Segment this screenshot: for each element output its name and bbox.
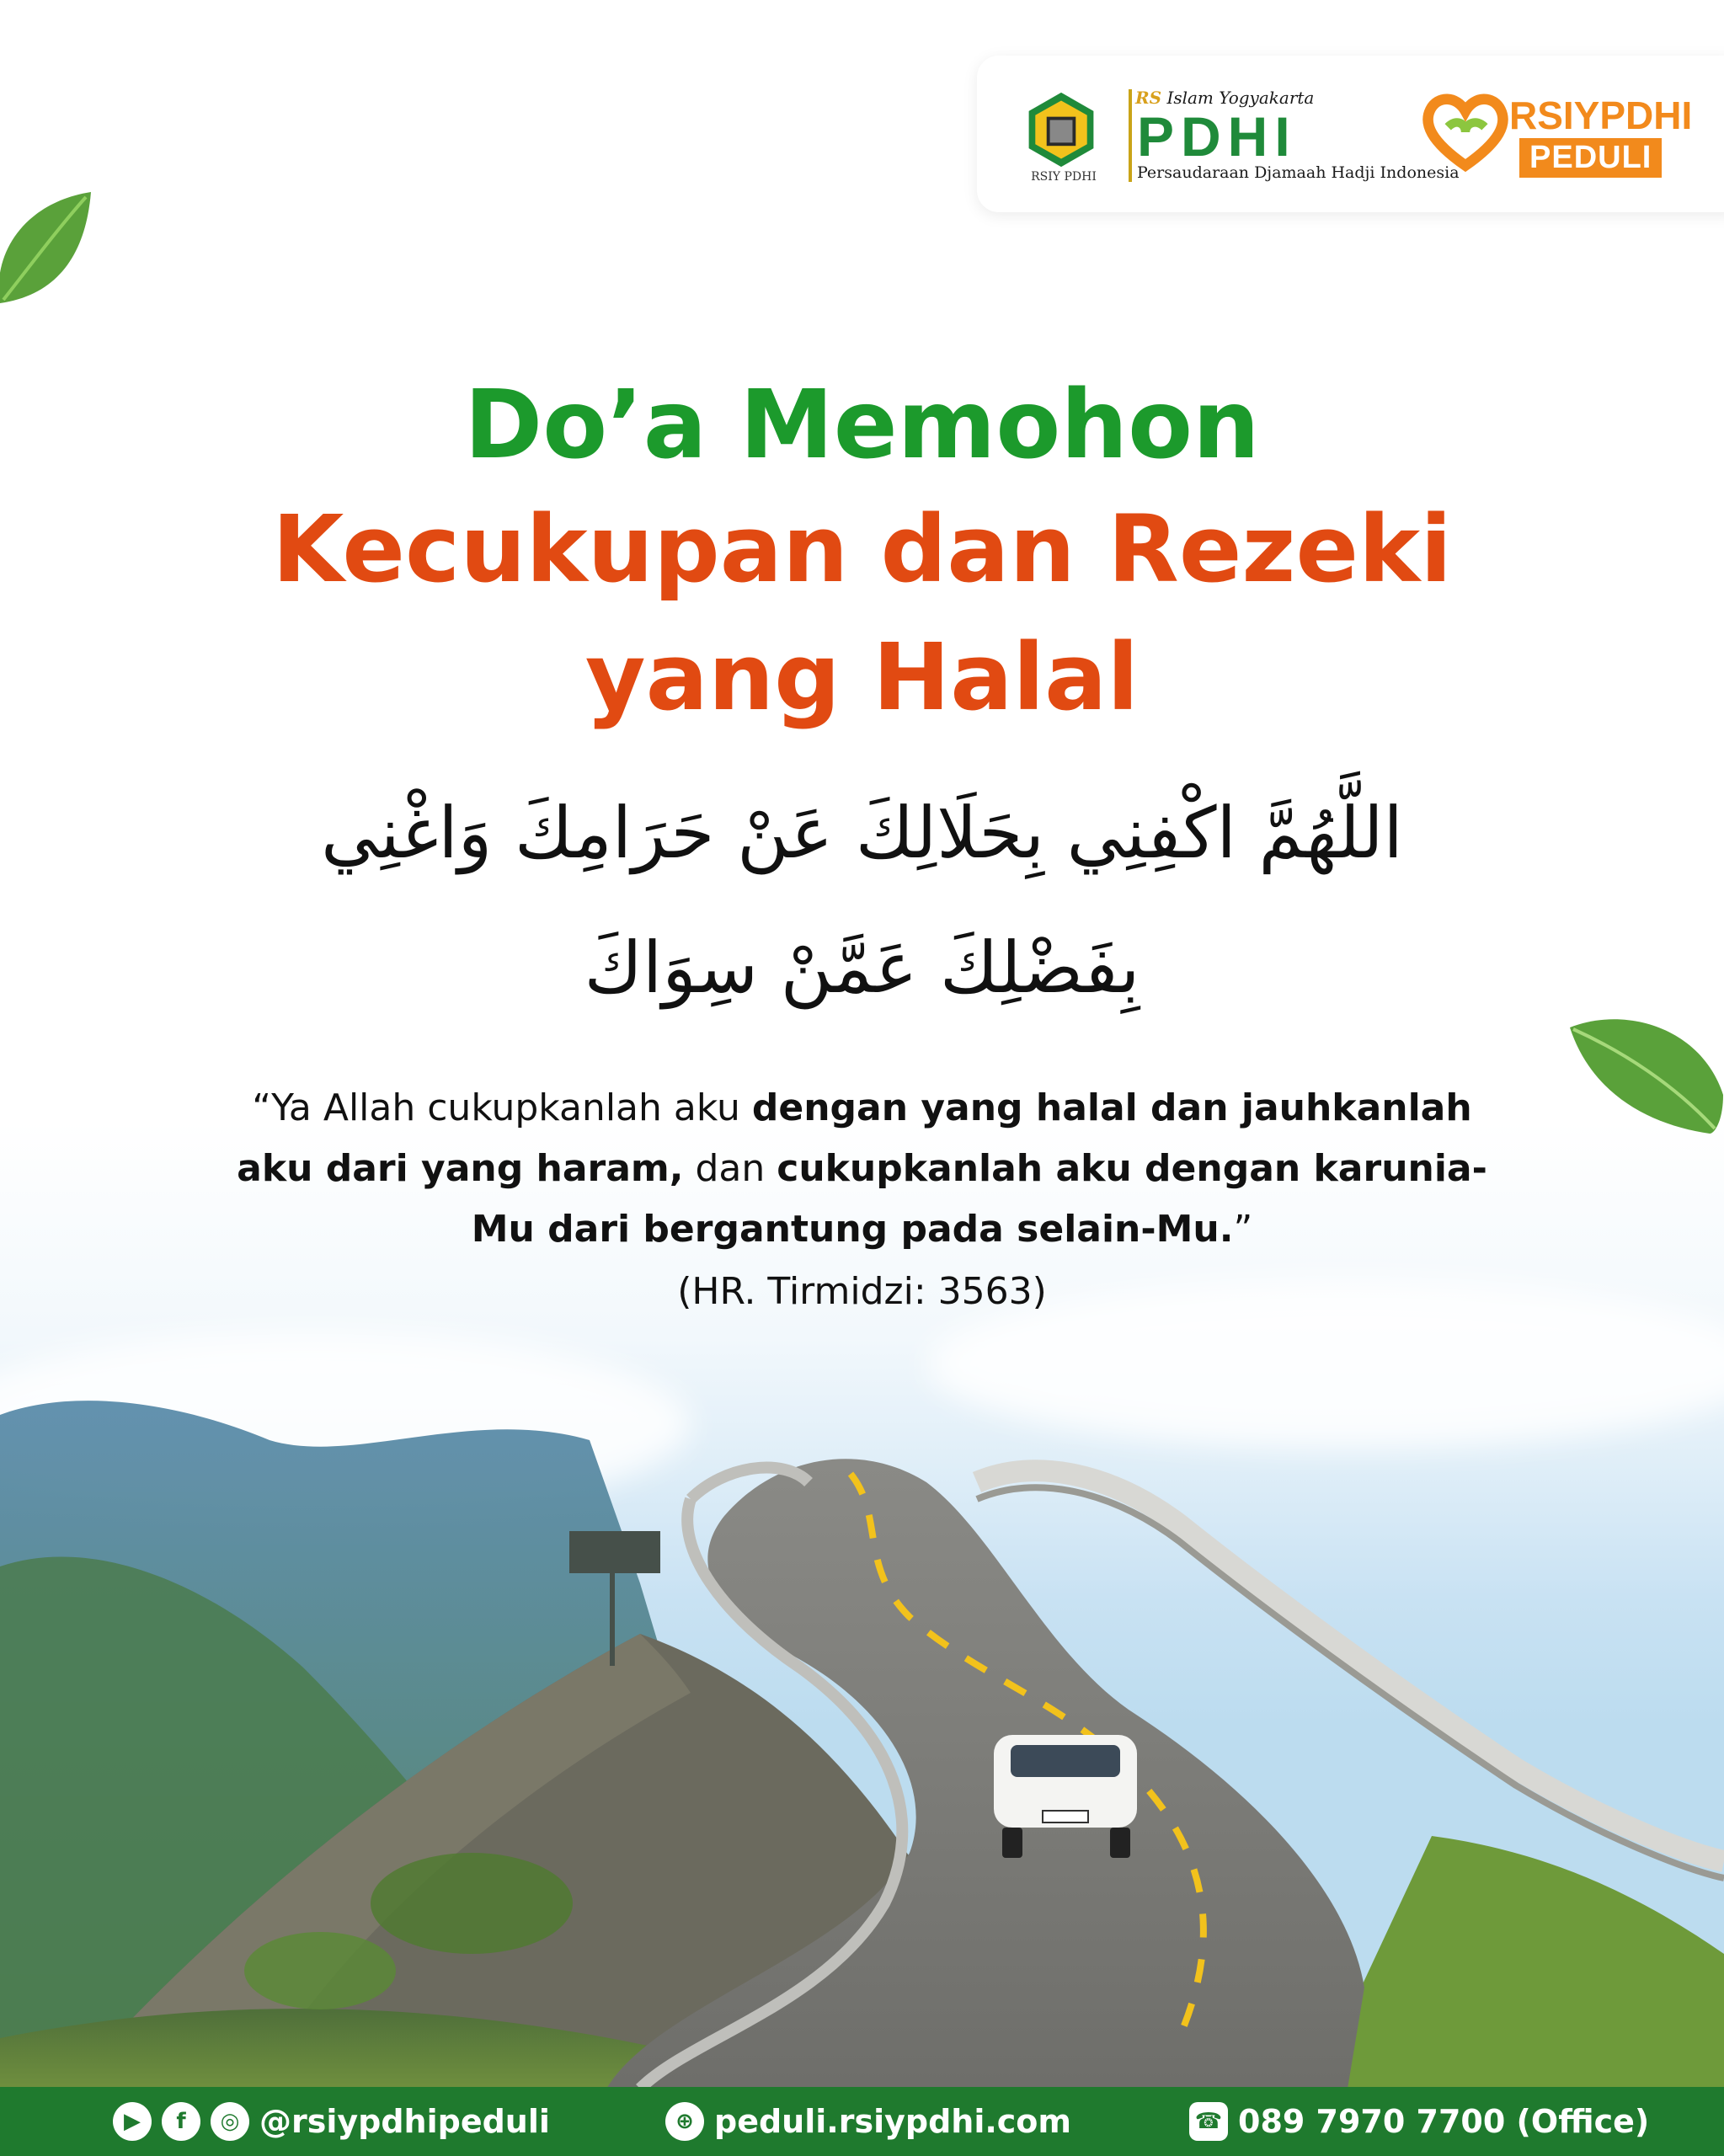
translation-part-3: ” xyxy=(1233,1208,1253,1251)
website-link[interactable]: peduli.rsiypdhi.com xyxy=(714,2103,1072,2140)
pdhi-city-label: Islam Yogyakarta xyxy=(1166,88,1315,108)
pdhi-subtitle: Persaudaraan Djamaah Hadji Indonesia xyxy=(1137,163,1460,182)
arabic-prayer-line-1: اللَّهُمَّ اكْفِنِي بِحَلَالِكَ عَنْ حَرَامِكَ وَاغْنِي xyxy=(321,792,1403,874)
footer-social[interactable] xyxy=(113,2087,550,2156)
phone-icon: ☎ xyxy=(1189,2102,1228,2141)
social-handle: @rsiypdhipeduli xyxy=(259,2103,550,2140)
translation-bold-2: cukupkanlah aku dengan karunia-Mu dari bergantung pada selain-Mu. xyxy=(471,1147,1487,1251)
rsiy-emblem-icon xyxy=(1021,88,1102,172)
landscape-photo xyxy=(0,1314,1724,2089)
pdhi-divider xyxy=(1129,89,1132,182)
heart-icon xyxy=(1422,91,1509,172)
globe-icon: ⊕ xyxy=(665,2102,704,2141)
title-line-2: Kecukupan dan Rezeki xyxy=(272,495,1452,603)
youtube-icon[interactable]: ▶ xyxy=(113,2102,152,2141)
footer-website[interactable] xyxy=(665,2087,1071,2156)
peduli-brand-name: RSIYPDHI xyxy=(1509,93,1693,137)
peduli-tag: PEDULI xyxy=(1519,138,1662,178)
rsiy-caption: RSIY PDHI xyxy=(1031,170,1097,184)
prayer-translation xyxy=(219,1078,1505,1260)
translation-bold-1: dengan yang halal dan jauhkanlah aku dari yang haram, xyxy=(237,1086,1472,1190)
translation-part-2: dan xyxy=(683,1147,777,1190)
footer-bar xyxy=(0,2087,1724,2156)
pdhi-logo-text: PDHI xyxy=(1137,105,1297,168)
title-line-3: yang Halal xyxy=(584,623,1140,731)
logo-card xyxy=(977,56,1724,212)
footer-phone[interactable] xyxy=(1189,2087,1649,2156)
hadith-source: (HR. Tirmidzi: 3563) xyxy=(677,1270,1047,1313)
phone-number[interactable]: 089 7970 7700 (Office) xyxy=(1238,2103,1650,2140)
pdhi-rs-label: RS xyxy=(1135,88,1162,108)
title-line-1: Do’a Memohon xyxy=(464,371,1260,480)
instagram-icon[interactable]: ◎ xyxy=(211,2102,249,2141)
facebook-icon[interactable]: f xyxy=(162,2102,200,2141)
leaf-icon xyxy=(1567,1011,1724,1137)
leaf-icon xyxy=(0,185,101,312)
translation-part-1: “Ya Allah cukupkanlah aku xyxy=(252,1086,752,1129)
arabic-prayer-line-2: بِفَضْلِكَ عَمَّنْ سِوَاكَ xyxy=(584,926,1140,1009)
